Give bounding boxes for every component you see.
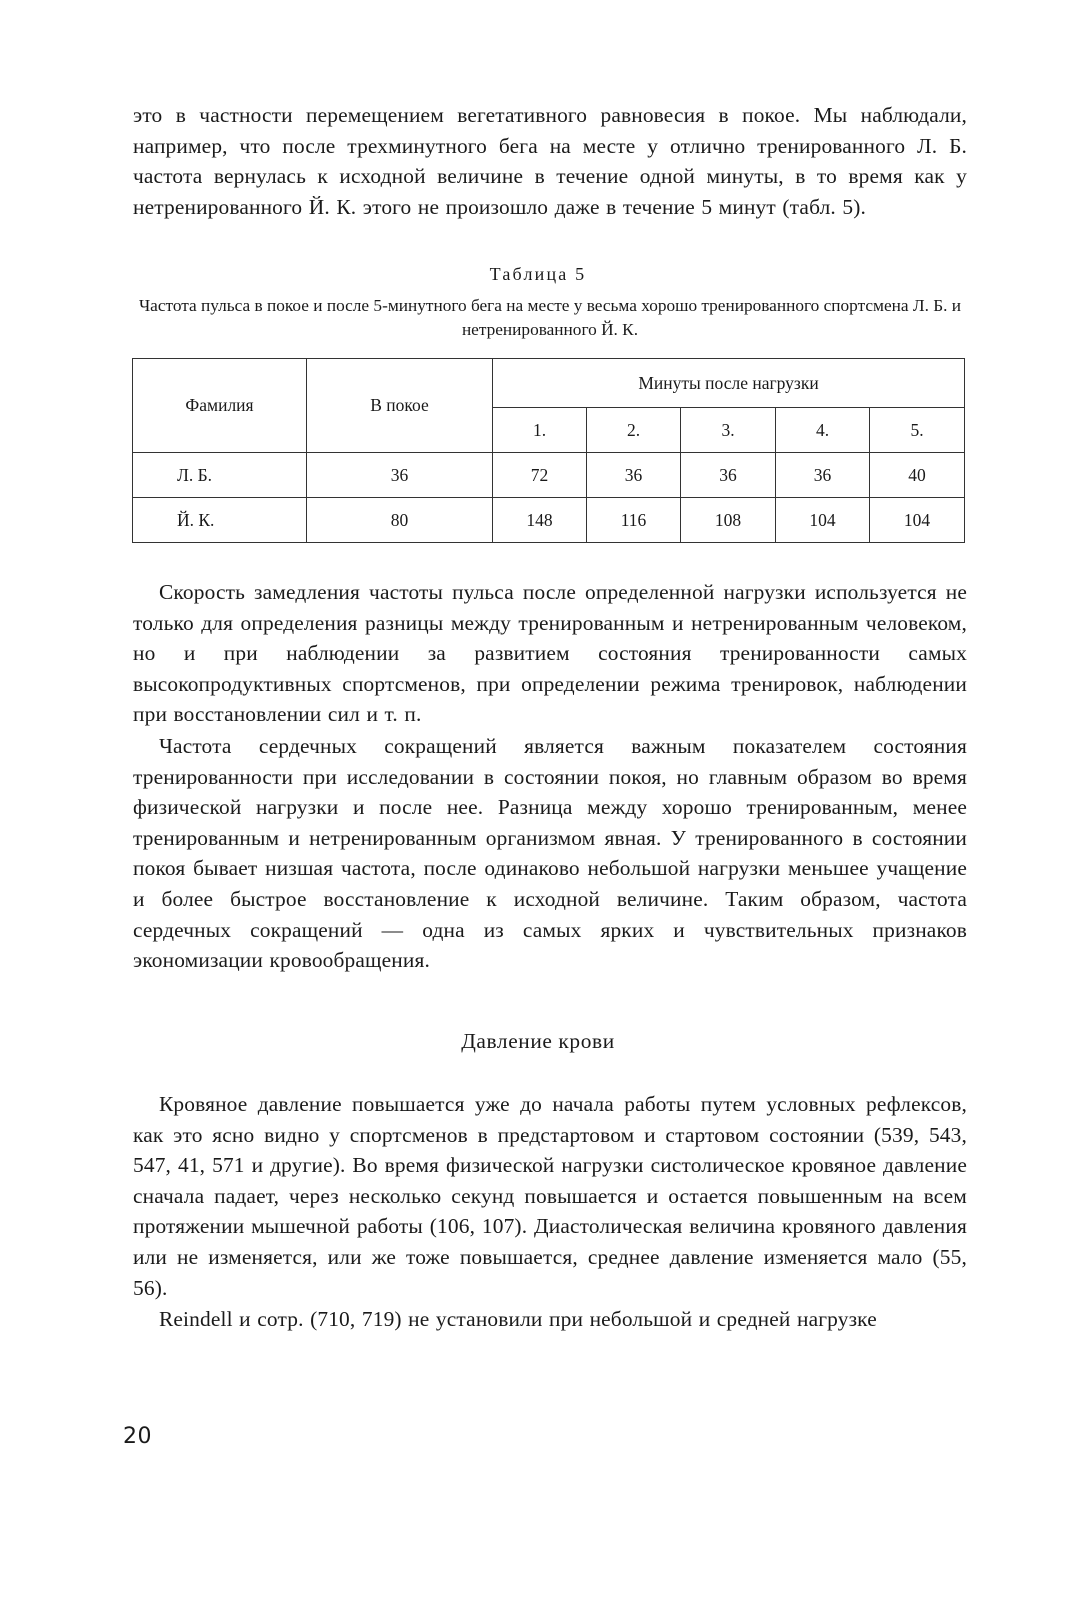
section-text-block: [133, 1089, 967, 1335]
cell-minute: 36: [587, 453, 681, 498]
paragraph-4: Кровяное давление повышается уже до начала работы путем условных рефлексов, как это ясно видно у спортсменов в предстартовом и стартовом состоянии (539, 543, 547, 41, 571 и другие). Во время физической нагрузки систолическое кровяное давление сначала падает, через несколько секунд повышается и остается повышенным на всем протяжении мышечной работы (106, 107). Диастолическая величина кровяного давления или не изменяется, или же тоже повышается, среднее давление изменяется мало (55, 56).: [133, 1092, 967, 1300]
intro-text-block: [133, 100, 967, 222]
minute-label: 5.: [870, 408, 965, 453]
minute-label: 2.: [587, 408, 681, 453]
cell-rest: 80: [307, 498, 493, 543]
page-number: 20: [123, 1424, 152, 1449]
table-header-row: [133, 359, 965, 408]
header-minutes: Минуты после нагрузки: [493, 359, 965, 408]
paragraph-3: Частота сердечных сокращений является важным показателем состояния тренированности при исследовании в состоянии покоя, но главным образом во время физической нагрузки и после нее. Разница между хорошо тренированным, менее тренированным и нетренированным организмом явная. У тренированного в состоянии покоя бывает низшая частота, после одинаково небольшой нагрузки меньшее учащение и более быстрое восстановление к исходной величине. Таким образом, частота сердечных сокращений — одна из самых ярких и чувствительных признаков экономизации кровообращения.: [133, 733, 967, 973]
header-name: Фамилия: [133, 359, 307, 453]
table-row: [133, 453, 965, 498]
minute-label: 1.: [493, 408, 587, 453]
paragraph-2: Скорость замедления частоты пульса после определенной нагрузки используется не только для определения разницы между тренированным и нетренированным человеком, но и при наблюдении за развитием состояния тренированности самых высокопродуктивных спортсменов, при определении режима тренировок, наблюдении при восстановлении сил и т. п.: [133, 580, 967, 727]
table-row: [133, 498, 965, 543]
minute-label: 3.: [681, 408, 776, 453]
cell-minute: 116: [587, 498, 681, 543]
pulse-table: [132, 358, 965, 543]
header-rest: В покое: [307, 359, 493, 453]
table-number: Таблица 5: [489, 264, 587, 284]
cell-name: Й. К.: [133, 498, 307, 543]
minute-label: 4.: [776, 408, 870, 453]
cell-minute: 36: [681, 453, 776, 498]
cell-minute: 108: [681, 498, 776, 543]
cell-name: Л. Б.: [133, 453, 307, 498]
cell-minute: 36: [776, 453, 870, 498]
cell-minute: 72: [493, 453, 587, 498]
cell-minute: 104: [870, 498, 965, 543]
cell-minute: 40: [870, 453, 965, 498]
table-title: Частота пульса в покое и после 5-минутного бега на месте у весьма хорошо тренированного спортсмена Л. Б. и нетренированного Й. К.: [138, 296, 962, 339]
cell-minute: 104: [776, 498, 870, 543]
cell-minute: 148: [493, 498, 587, 543]
paragraph-5: Reindell и сотр. (710, 719) не установили при небольшой и средней нагрузке: [159, 1307, 877, 1332]
cell-rest: 36: [307, 453, 493, 498]
section-heading: Давление крови: [461, 1029, 615, 1053]
paragraph-1: это в частности перемещением вегетативного равновесия в покое. Мы наблюдали, например, что после трехминутного бега на месте у отлично тренированного Л. Б. частота вернулась к исходной величине в течение одной минуты, в то время как у нетренированного Й. К. этого не произошло даже в течение 5 минут (табл. 5).: [133, 103, 967, 219]
body-text-block: [133, 577, 967, 976]
